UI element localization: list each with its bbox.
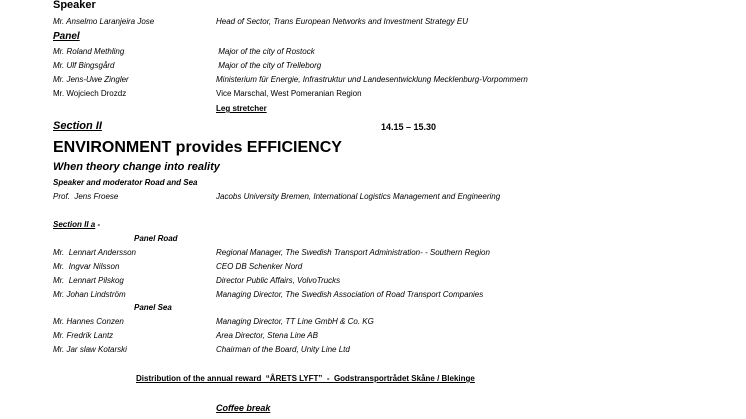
- speaker-name: Mr. Anselmo Laranjeira Jose: [53, 17, 155, 26]
- section-2a-heading: [53, 220, 100, 229]
- panel-member-name: Mr. Jens-Uwe Zingler: [53, 75, 129, 84]
- section-2-speaker-heading: Speaker and moderator Road and Sea: [53, 178, 198, 187]
- panel-sea-heading: Panel Sea: [134, 303, 172, 312]
- panel-road-name: Mr. Lennart Andersson: [53, 248, 137, 257]
- section-2-label: Section II: [53, 120, 102, 132]
- reward-announcement: Distribution of the annual reward “ÅRETS LYFT” - Godstransportrådet Skåne / Blekinge: [136, 374, 475, 383]
- section-2-speaker-name: Prof. Jens Froese: [53, 192, 119, 201]
- section-2a-label: Section II a: [53, 220, 96, 229]
- panel-heading: Panel: [53, 31, 80, 42]
- speaker-role: Head of Sector, Trans European Networks and Investment Strategy EU: [216, 17, 468, 26]
- section-2-title: ENVIRONMENT provides EFFICIENCY: [53, 139, 342, 156]
- panel-member-role: Major of the city of Trelleborg: [216, 61, 322, 70]
- panel-member-name: Mr. Ulf Bingsgård: [53, 61, 115, 70]
- panel-member-role: Vice Marschal, West Pomeranian Region: [216, 89, 362, 98]
- panel-road-name: Mr. Ingvar Nilsson: [53, 262, 120, 271]
- panel-road-name: Mr. Lennart Pilskog: [53, 276, 124, 285]
- panel-road-name: Mr. Johan Lindström: [53, 290, 126, 299]
- panel-road-role: Managing Director, The Swedish Association of Road Transport Companies: [216, 290, 484, 299]
- panel-sea-role: Area Director, Stena Line AB: [216, 331, 318, 340]
- leg-stretcher: Leg stretcher: [216, 104, 267, 113]
- panel-member-role: Ministerium für Energie, Infrastruktur und Landesentwicklung Mecklenburg-Vorpommern: [216, 75, 528, 84]
- coffee-break: Coffee break: [216, 403, 271, 413]
- panel-sea-name: Mr. Jar slaw Kotarski: [53, 345, 127, 354]
- panel-road-role: CEO DB Schenker Nord: [216, 262, 303, 271]
- panel-sea-name: Mr. Hannes Conzen: [53, 317, 124, 326]
- panel-road-role: Regional Manager, The Swedish Transport Administration- - Southern Region: [216, 248, 490, 257]
- panel-sea-role: Managing Director, TT Line GmbH & Co. KG: [216, 317, 374, 326]
- speaker-heading: Speaker: [53, 0, 96, 11]
- section-2-speaker-role: Jacobs University Bremen, International Logistics Management and Engineering: [216, 192, 501, 201]
- panel-member-role: Major of the city of Rostock: [216, 47, 315, 56]
- panel-member-name: Mr. Roland Methling: [53, 47, 125, 56]
- section-2-time: 14.15 – 15.30: [381, 122, 437, 132]
- panel-road-heading: Panel Road: [134, 234, 178, 243]
- section-2-subtitle: When theory change into reality: [53, 161, 220, 173]
- panel-sea-name: Mr. Fredrik Lantz: [53, 331, 114, 340]
- panel-member-name: Mr. Wojciech Drozdz: [53, 89, 127, 98]
- panel-road-role: Director Public Affairs, VolvoTrucks: [216, 276, 341, 285]
- panel-sea-role: Chairman of the Board, Unity Line Ltd: [216, 345, 350, 354]
- section-2a-suffix: -: [95, 220, 101, 229]
